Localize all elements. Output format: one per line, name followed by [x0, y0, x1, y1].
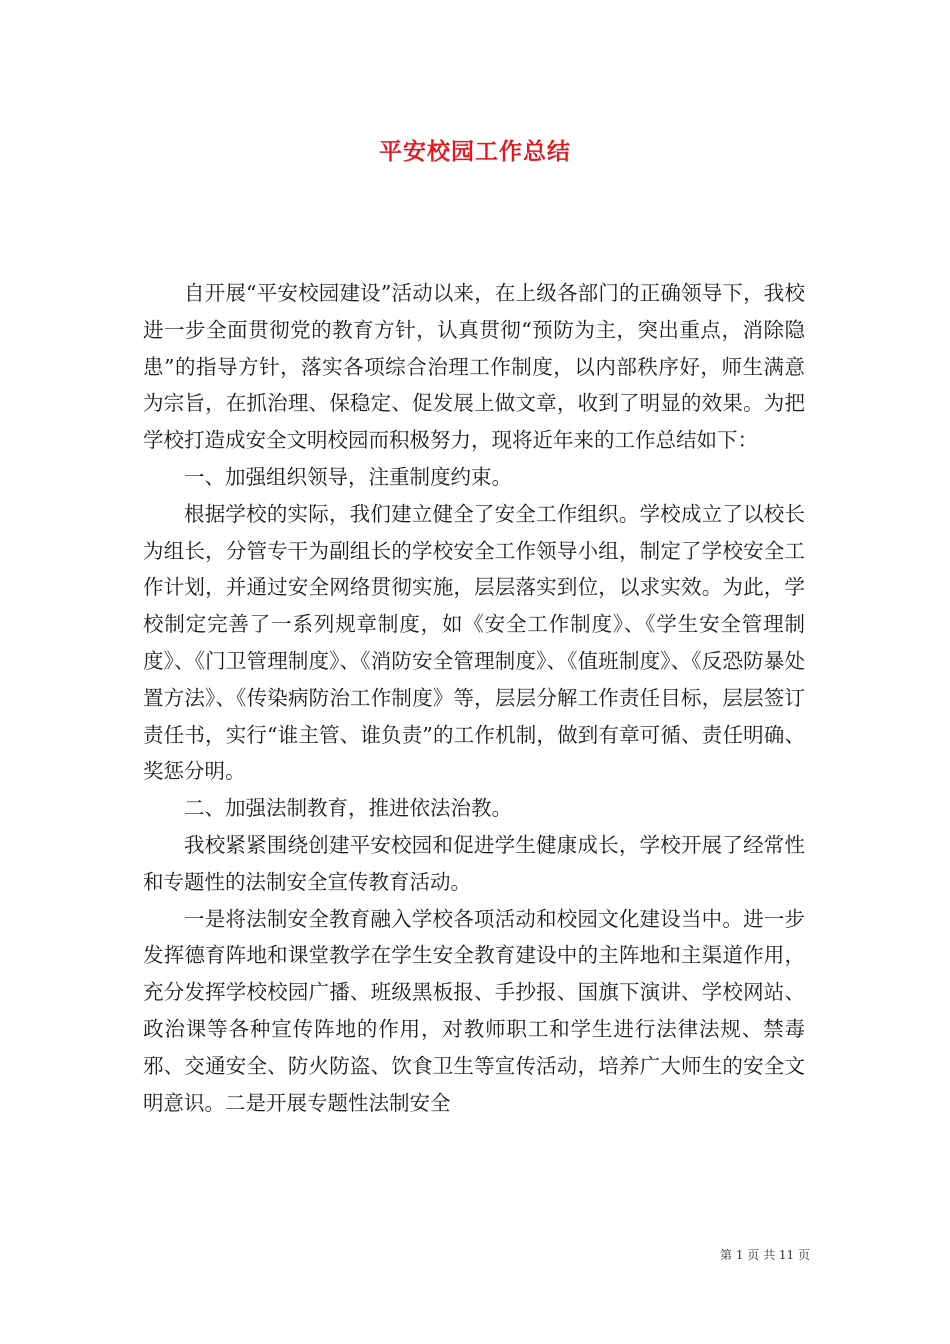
- page-number: 第 1 页 共 11 页: [720, 1248, 810, 1262]
- paragraph-activities: 一是将法制安全教育融入学校各项活动和校园文化建设当中。进一步发挥德育阵地和课堂教学在学生安全教育建设中的主阵地和主渠道作用，充分发挥学校校园广播、班级黑板报、手抄报、国旗下演讲、学校网站、政治课等各种宣传阵地的作用，对教师职工和学生进行法律法规、禁毒邪、交通安全、防火防盗、饮食卫生等宣传活动，培养广大师生的安全文明意识。二是开展专题性法制安全: [143, 906, 805, 1115]
- paragraph-legal-education: 我校紧紧围绕创建平安校园和促进学生健康成长，学校开展了经常性和专题性的法制安全宣传教育活动。: [143, 832, 805, 894]
- section-heading-1: 一、加强组织领导，注重制度约束。: [184, 464, 512, 489]
- paragraph-organization: 根据学校的实际，我们建立健全了安全工作组织。学校成立了以校长为组长，分管专干为副组长的学校安全工作领导小组，制定了学校安全工作计划，并通过安全网络贯彻实施，层层落实到位，以求实效。为此，学校制定完善了一系列规章制度，如《安全工作制度》、《学生安全管理制度》、《门卫管理制度》、《消防安全管理制度》、《值班制度》、《反恐防暴处置方法》、《传染病防治工作制度》等，层层分解工作责任目标，层层签订责任书，实行“谁主管、谁负责”的工作机制，做到有章可循、责任明确、奖惩分明。: [143, 501, 805, 784]
- paragraph-intro: 自开展“平安校园建设”活动以来，在上级各部门的正确领导下，我校进一步全面贯彻党的教育方针，认真贯彻“预防为主，突出重点，消除隐患”的指导方针，落实各项综合治理工作制度，以内部秩序好，师生满意为宗旨，在抓治理、保稳定、促发展上做文章，收到了明显的效果。为把学校打造成安全文明校园而积极努力，现将近年来的工作总结如下：: [143, 281, 805, 453]
- document-body: [143, 275, 805, 1121]
- page-title: 平安校园工作总结: [379, 138, 571, 165]
- section-heading-2: 二、加强法制教育，推进依法治教。: [184, 796, 512, 821]
